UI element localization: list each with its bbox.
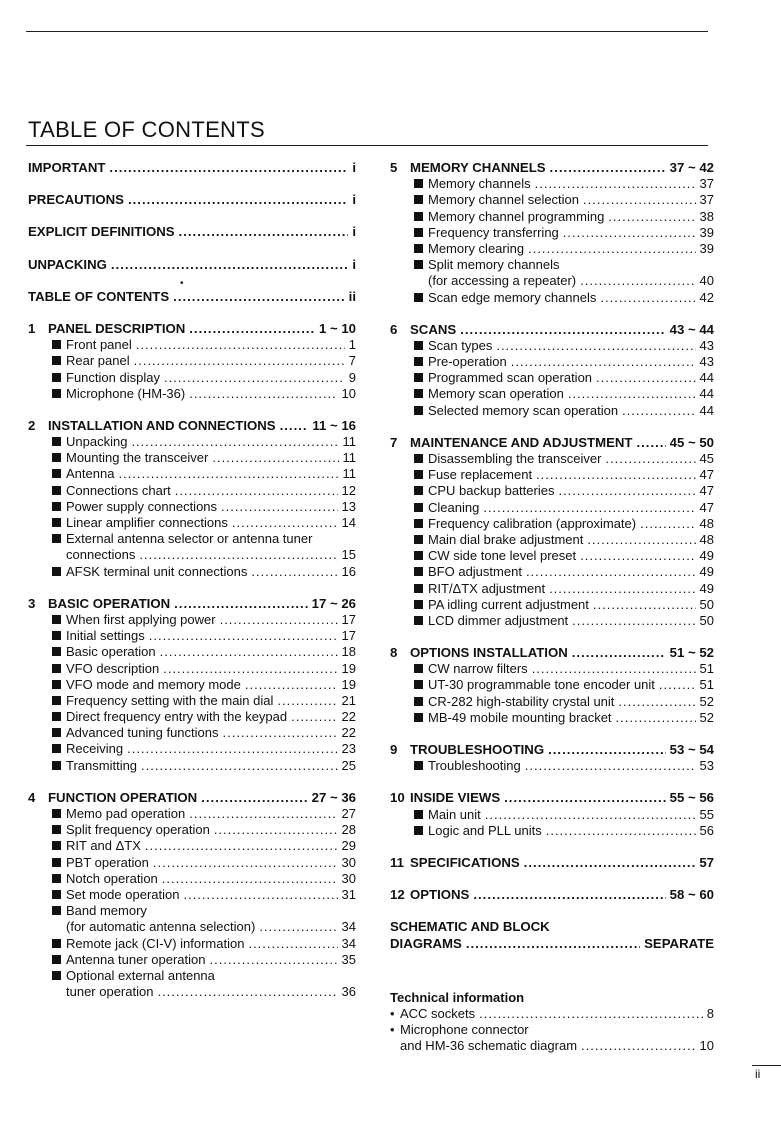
square-bullet-icon [52,890,61,899]
square-bullet-icon [414,551,423,560]
section-heading-12[interactable]: 12 OPTIONS ..... 58 ~ 60 [390,887,714,903]
toc-item-continuation[interactable]: (for automatic antenna selection) ..... 34 [28,919,356,935]
square-bullet-icon [52,955,61,964]
toc-entry-table-of-contents[interactable]: TABLE OF CONTENTS ..... ii [28,289,356,305]
square-bullet-icon [414,470,423,479]
toc-item-multiline[interactable]: Band memory [28,903,356,919]
toc-right-column [390,160,714,1054]
toc-entry-precautions[interactable]: PRECAUTIONS ..... i [28,192,356,208]
toc-item[interactable]: RIT and ΔTX ..... 29 [28,838,356,854]
toc-item[interactable]: CW side tone level preset ..... 49 [390,548,714,564]
schematic-heading-line1[interactable]: SCHEMATIC AND BLOCK [390,919,550,935]
toc-item[interactable]: Scan edge memory channels ..... 42 [390,290,714,306]
toc-item[interactable]: RIT/ΔTX adjustment ..... 49 [390,581,714,597]
square-bullet-icon [414,195,423,204]
square-bullet-icon [414,454,423,463]
square-bullet-icon [52,858,61,867]
toc-left-column [28,160,356,1000]
square-bullet-icon [414,584,423,593]
toc-item[interactable]: Programmed scan operation ..... 44 [390,370,714,386]
section-heading-9[interactable]: 9 TROUBLESHOOTING ..... 53 ~ 54 [390,742,714,758]
toc-item[interactable]: Power supply connections ..... 13 [28,499,356,515]
toc-item[interactable]: Main unit ..... 55 [390,807,714,823]
square-bullet-icon [414,373,423,382]
toc-item[interactable]: CPU backup batteries ..... 47 [390,483,714,499]
stray-mark: • [180,278,184,289]
toc-item[interactable]: Function display ..... 9 [28,370,356,386]
toc-item[interactable]: Receiving ..... 23 [28,741,356,757]
square-bullet-icon [52,453,61,462]
square-bullet-icon [414,486,423,495]
section-heading-3[interactable]: 3 BASIC OPERATION ..... 17 ~ 26 [28,596,356,612]
toc-item[interactable]: Pre-operation ..... 43 [390,354,714,370]
toc-item-multiline[interactable]: Optional external antenna [28,968,356,984]
toc-item[interactable]: Frequency calibration (approximate) ..... 48 [390,516,714,532]
square-bullet-icon [52,809,61,818]
toc-item[interactable]: Microphone (HM-36) ..... 10 [28,386,356,402]
square-bullet-icon [414,406,423,415]
square-bullet-icon [52,389,61,398]
square-bullet-icon [414,567,423,576]
toc-item[interactable]: Memory channel programming ..... 38 [390,209,714,225]
dot-bullet-icon: • [390,1022,395,1038]
square-bullet-icon [52,939,61,948]
toc-item-continuation[interactable]: (for accessing a repeater) ..... 40 [390,273,714,289]
square-bullet-icon [414,260,423,269]
toc-item[interactable]: LCD dimmer adjustment ..... 50 [390,613,714,629]
square-bullet-icon [52,728,61,737]
square-bullet-icon [52,647,61,656]
toc-item[interactable]: Disassembling the transceiver ..... 45 [390,451,714,467]
toc-item[interactable]: Main dial brake adjustment ..... 48 [390,532,714,548]
square-bullet-icon [52,712,61,721]
square-bullet-icon [414,810,423,819]
toc-entry-unpacking[interactable]: UNPACKING ..... i [28,257,356,273]
square-bullet-icon [52,696,61,705]
toc-item[interactable]: CW narrow filters ..... 51 [390,661,714,677]
toc-item[interactable]: Connections chart ..... 12 [28,483,356,499]
square-bullet-icon [52,971,61,980]
square-bullet-icon [414,228,423,237]
section-heading-6[interactable]: 6 SCANS ..... 43 ~ 44 [390,322,714,338]
square-bullet-icon [414,341,423,350]
toc-item-multiline[interactable]: External antenna selector or antenna tuner [28,531,356,547]
square-bullet-icon [52,841,61,850]
square-bullet-icon [52,567,61,576]
toc-item[interactable]: Remote jack (CI-V) information ..... 34 [28,936,356,952]
toc-item[interactable]: UT-30 programmable tone encoder unit ..... 51 [390,677,714,693]
square-bullet-icon [52,664,61,673]
square-bullet-icon [414,293,423,302]
square-bullet-icon [52,874,61,883]
square-bullet-icon [414,664,423,673]
square-bullet-icon [52,906,61,915]
toc-item[interactable]: PA idling current adjustment ..... 50 [390,597,714,613]
square-bullet-icon [52,825,61,834]
toc-item[interactable]: When first applying power ..... 17 [28,612,356,628]
toc-item[interactable]: Troubleshooting ..... 53 [390,758,714,774]
toc-item[interactable]: Frequency transferring ..... 39 [390,225,714,241]
toc-item[interactable]: Memo pad operation ..... 27 [28,806,356,822]
toc-item[interactable]: Frequency setting with the main dial ..... 21 [28,693,356,709]
toc-item[interactable]: BFO adjustment ..... 49 [390,564,714,580]
tech-item-multiline[interactable]: • Microphone connector [390,1022,529,1038]
toc-item[interactable]: Front panel ..... 1 [28,337,356,353]
toc-item[interactable]: Memory scan operation ..... 44 [390,386,714,402]
square-bullet-icon [414,826,423,835]
toc-item[interactable]: Direct frequency entry with the keypad ..... 22 [28,709,356,725]
square-bullet-icon [414,761,423,770]
toc-item[interactable]: Basic operation ..... 18 [28,644,356,660]
top-rule [26,31,708,32]
toc-item[interactable]: Memory clearing ..... 39 [390,241,714,257]
toc-item[interactable]: Rear panel ..... 7 [28,353,356,369]
section-heading-2[interactable]: 2 INSTALLATION AND CONNECTIONS ..... 11 ~ 16 [28,418,356,434]
square-bullet-icon [414,389,423,398]
toc-item[interactable]: Scan types ..... 43 [390,338,714,354]
square-bullet-icon [414,680,423,689]
toc-item-multiline[interactable]: Split memory channels [390,257,714,273]
toc-item[interactable]: Advanced tuning functions ..... 22 [28,725,356,741]
schematic-heading-line2[interactable]: DIAGRAMS ..... SEPARATE [390,936,714,952]
toc-item[interactable]: Linear amplifier connections ..... 14 [28,515,356,531]
square-bullet-icon [52,680,61,689]
toc-item[interactable]: PBT operation ..... 30 [28,855,356,871]
toc-item[interactable]: MB-49 mobile mounting bracket ..... 52 [390,710,714,726]
toc-item[interactable]: AFSK terminal unit connections ..... 16 [28,564,356,580]
square-bullet-icon [414,179,423,188]
technical-info-heading: Technical information [390,989,525,1005]
toc-item[interactable]: Selected memory scan operation ..... 44 [390,403,714,419]
square-bullet-icon [52,502,61,511]
title-rule [26,145,708,146]
section-heading-1[interactable]: 1 PANEL DESCRIPTION ..... 1 ~ 10 [28,321,356,337]
square-bullet-icon [414,616,423,625]
square-bullet-icon [414,600,423,609]
tech-item[interactable]: • ACC sockets ..... 8 [390,1006,714,1022]
square-bullet-icon [52,631,61,640]
square-bullet-icon [414,503,423,512]
dot-bullet-icon: • [390,1005,395,1021]
square-bullet-icon [52,437,61,446]
section-heading-5[interactable]: 5 MEMORY CHANNELS ..... 37 ~ 42 [390,160,714,176]
toc-item[interactable]: Memory channel selection ..... 37 [390,192,714,208]
toc-entry-important[interactable]: IMPORTANT ..... i [28,160,356,176]
square-bullet-icon [414,244,423,253]
toc-item[interactable]: Split frequency operation ..... 28 [28,822,356,838]
square-bullet-icon [52,356,61,365]
square-bullet-icon [52,534,61,543]
square-bullet-icon [52,761,61,770]
toc-item[interactable]: Mounting the transceiver ..... 11 [28,450,356,466]
toc-item[interactable]: Cleaning ..... 47 [390,500,714,516]
toc-item[interactable]: Transmitting ..... 25 [28,758,356,774]
square-bullet-icon [414,697,423,706]
toc-item[interactable]: Set mode operation ..... 31 [28,887,356,903]
section-heading-11[interactable]: 11 SPECIFICATIONS ..... 57 [390,855,714,871]
square-bullet-icon [52,486,61,495]
toc-item[interactable]: Memory channels ..... 37 [390,176,714,192]
square-bullet-icon [414,519,423,528]
section-heading-8[interactable]: 8 OPTIONS INSTALLATION ..... 51 ~ 52 [390,645,714,661]
tech-item-continuation[interactable]: and HM-36 schematic diagram ..... 10 [390,1038,714,1054]
toc-item[interactable]: Unpacking ..... 11 [28,434,356,450]
toc-item[interactable]: Fuse replacement ..... 47 [390,467,714,483]
page-number: ii [752,1065,781,1081]
toc-item-continuation[interactable]: connections ..... 15 [28,547,356,563]
toc-item-continuation[interactable]: tuner operation ..... 36 [28,984,356,1000]
square-bullet-icon [52,518,61,527]
square-bullet-icon [414,713,423,722]
square-bullet-icon [52,469,61,478]
section-heading-7[interactable]: 7 MAINTENANCE AND ADJUSTMENT ..... 45 ~ 50 [390,435,714,451]
square-bullet-icon [52,744,61,753]
page-title: TABLE OF CONTENTS [28,117,265,142]
toc-item[interactable]: VFO description ..... 19 [28,661,356,677]
square-bullet-icon [414,357,423,366]
toc-item[interactable]: Notch operation ..... 30 [28,871,356,887]
square-bullet-icon [52,615,61,624]
section-heading-10[interactable]: 10 INSIDE VIEWS ..... 55 ~ 56 [390,790,714,806]
toc-item[interactable]: Antenna tuner operation ..... 35 [28,952,356,968]
square-bullet-icon [414,535,423,544]
square-bullet-icon [52,340,61,349]
toc-item[interactable]: Antenna ..... 11 [28,466,356,482]
toc-item[interactable]: VFO mode and memory mode ..... 19 [28,677,356,693]
toc-entry-explicit-definitions[interactable]: EXPLICIT DEFINITIONS ..... i [28,224,356,240]
toc-item[interactable]: Initial settings ..... 17 [28,628,356,644]
toc-item[interactable]: Logic and PLL units ..... 56 [390,823,714,839]
square-bullet-icon [414,212,423,221]
section-heading-4[interactable]: 4 FUNCTION OPERATION ..... 27 ~ 36 [28,790,356,806]
toc-item[interactable]: CR-282 high-stability crystal unit ..... 52 [390,694,714,710]
square-bullet-icon [52,373,61,382]
